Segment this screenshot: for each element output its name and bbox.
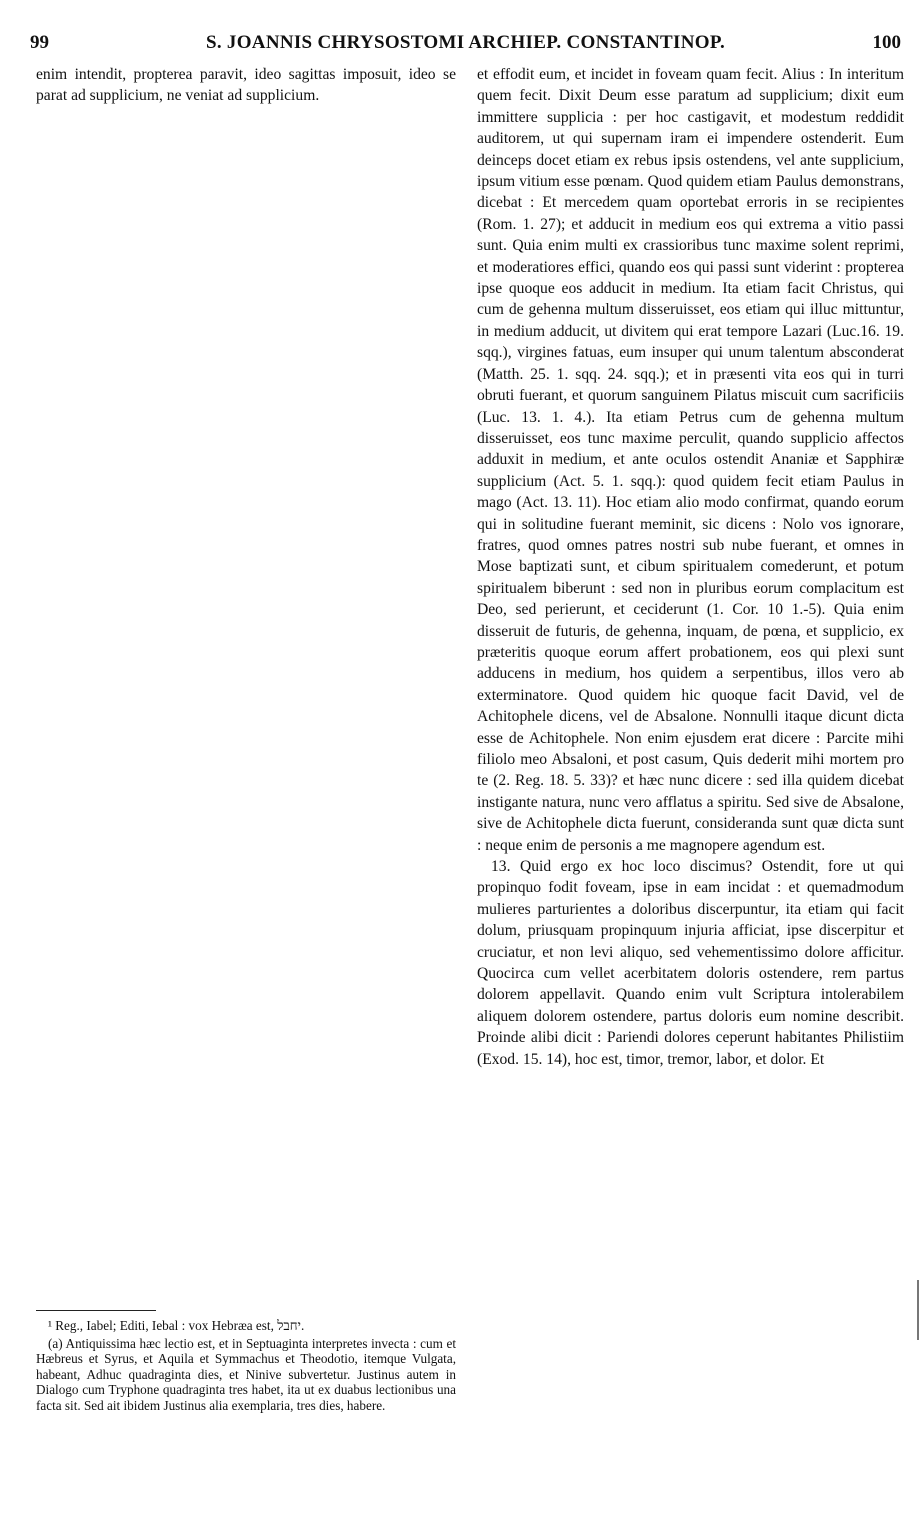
page-number-left: 99 [30, 32, 49, 53]
footnote-1: ¹ Reg., Iabel; Editi, Iebal : vox Hebræa est, יחבל. [48, 1318, 305, 1333]
footnote-rule [36, 1310, 156, 1311]
binding-edge-mark [917, 1280, 919, 1340]
right-paragraph-1: et effodit eum, et incidet in foveam quam fecit. Alius : In interitum quem fecit. Dixit Deum esse paratum ad supplicium; dixit eum immittere supplicia : per hoc castigavit, et modestum reddidit auditorem, ut qui supernam iram ei impendere ostenderit. Eum deinceps docet etiam ex rebus ipsis ostendens, vel ante supplicium, ipsum vitium esse pœnam. Quod quidem etiam Paulus demonstrans, dicebat : Et mercedem quam oportebat erroris in se recipientes (Rom. 1. 27); et adducit in medium eos qui extrema a vitio passi sunt. Quia enim multi ex crassioribus tunc maxime solent reprimi, et moderatiores effici, quando eos qui passi sunt viderint : propterea ipse quoque eos adducit in medium. Ita etiam facit Christus, qui cum de gehenna multum disseruisset, eos etiam qui illuc mittuntur, in medium adducit, ut divitem qui erat tempore Lazari (Luc.16. 19. sqq.), virgines fatuas, eum insuper qui unum talentum absconderat (Matth. 25. 1. sqq. 24. sqq.); et in præsenti vita eos qui in turri obruti fuerant, et quorum sanguinem Pilatus miscuit cum sacrificiis (Luc. 13. 1. 4.). Ita etiam Petrus cum de gehenna multum disseruisset, eos tunc maxime perculit, quando supplicio affectos adduxit in medium, et ante oculos ostendit Ananiæ et Sapphiræ supplicium (Act. 5. 1. sqq.): quod quidem fecit etiam Paulus in mago (Act. 13. 11). Hoc etiam alio modo confirmat, quando eorum qui in solitudine fuerant meminit, sic dicens : Nolo vos ignorare, fratres, quod omnes patres nostri sub nube fuerant, et omnes in Mose baptizati sunt, et cibum spiritualem comederunt, et potum spiritualem biberunt : sed non in pluribus eorum complacitum est Deo, sed perierunt, et ceciderunt (1. Cor. 10 1.-5). Quia enim disseruit de futuris, de gehenna, inquam, de pœna, et supplicio, ex præteritis quoque eorum affert probationem, eos qui plexi sunt adducens in medium, hos quidem a serpentibus, illos vero ab exterminatore. Quod quidem hic quoque facit David, vel de Achitophele dicens, vel de Absalone. Nonnulli itaque dicunt dicta esse de Achitophele. Non enim ejusdem erat dicere : Parcite mihi filiolo meo Absaloni, et post casum, Quis dederit mihi mortem pro te (2. Reg. 18. 5. 33)? et hæc nunc dicere : sed illa quidem dicebat instigante natura, nunc vero afflatus a spiritu. Sed sive de Absalone, sive de Achitophele dicta fuerunt, consideranda sunt quæ dicta sunt : neque enim de personis a me magnopere agendum est. [477, 66, 904, 854]
page-header [30, 32, 901, 60]
left-paragraph-1: enim intendit, propterea paravit, ideo sagittas imposuit, ideo se parat ad supplicium, ne veniat ad supplicium. [36, 66, 456, 105]
footnotes [36, 1318, 456, 1416]
right-paragraph-2: 13. Quid ergo ex hoc loco discimus? Ostendit, fore ut qui propinquo fodit foveam, ipse in eam incidat : et quemadmodum mulieres parturientes a doloribus discerpuntur, ita etiam qui facit dolum, priusquam propinquum injuria afficiat, ipse discerpitur et cruciatur, et non levi aliquo, sed vehementissimo dolore afficitur. Quocirca cum vellet acerbitatem doloris ostendere, rem partus dolorem appellavit. Quando enim vult Scriptura intolerabilem aliquem dolorem ostendere, partus doloris eum nomine describit. Proinde alibi dicit : Pariendi dolores ceperunt habitantes Philistiim (Exod. 15. 14), hoc est, timor, tremor, labor, et dolor. Et [477, 858, 904, 1068]
running-title: S. JOANNIS CHRYSOSTOMI ARCHIEP. CONSTANTINOP. [205, 32, 726, 53]
right-column [477, 64, 904, 1070]
page-number-right: 100 [872, 32, 901, 53]
footnote-a: (a) Antiquissima hæc lectio est, et in Septuaginta interpretes invecta : cum et Hæbreus et Syrus, et Aquila et Symmachus et Theodotio, itemque Vulgata, habeant, Adhuc quadraginta dies, et Ninive subvertetur. Justinus autem in Dialogo cum Tryphone quadraginta tres habet, ita ut ex duabus lectionibus una facta sit. Sed ait ibidem Justinus alia exemplaria, tres dies, habere. [36, 1335, 456, 1413]
left-column [36, 64, 456, 107]
